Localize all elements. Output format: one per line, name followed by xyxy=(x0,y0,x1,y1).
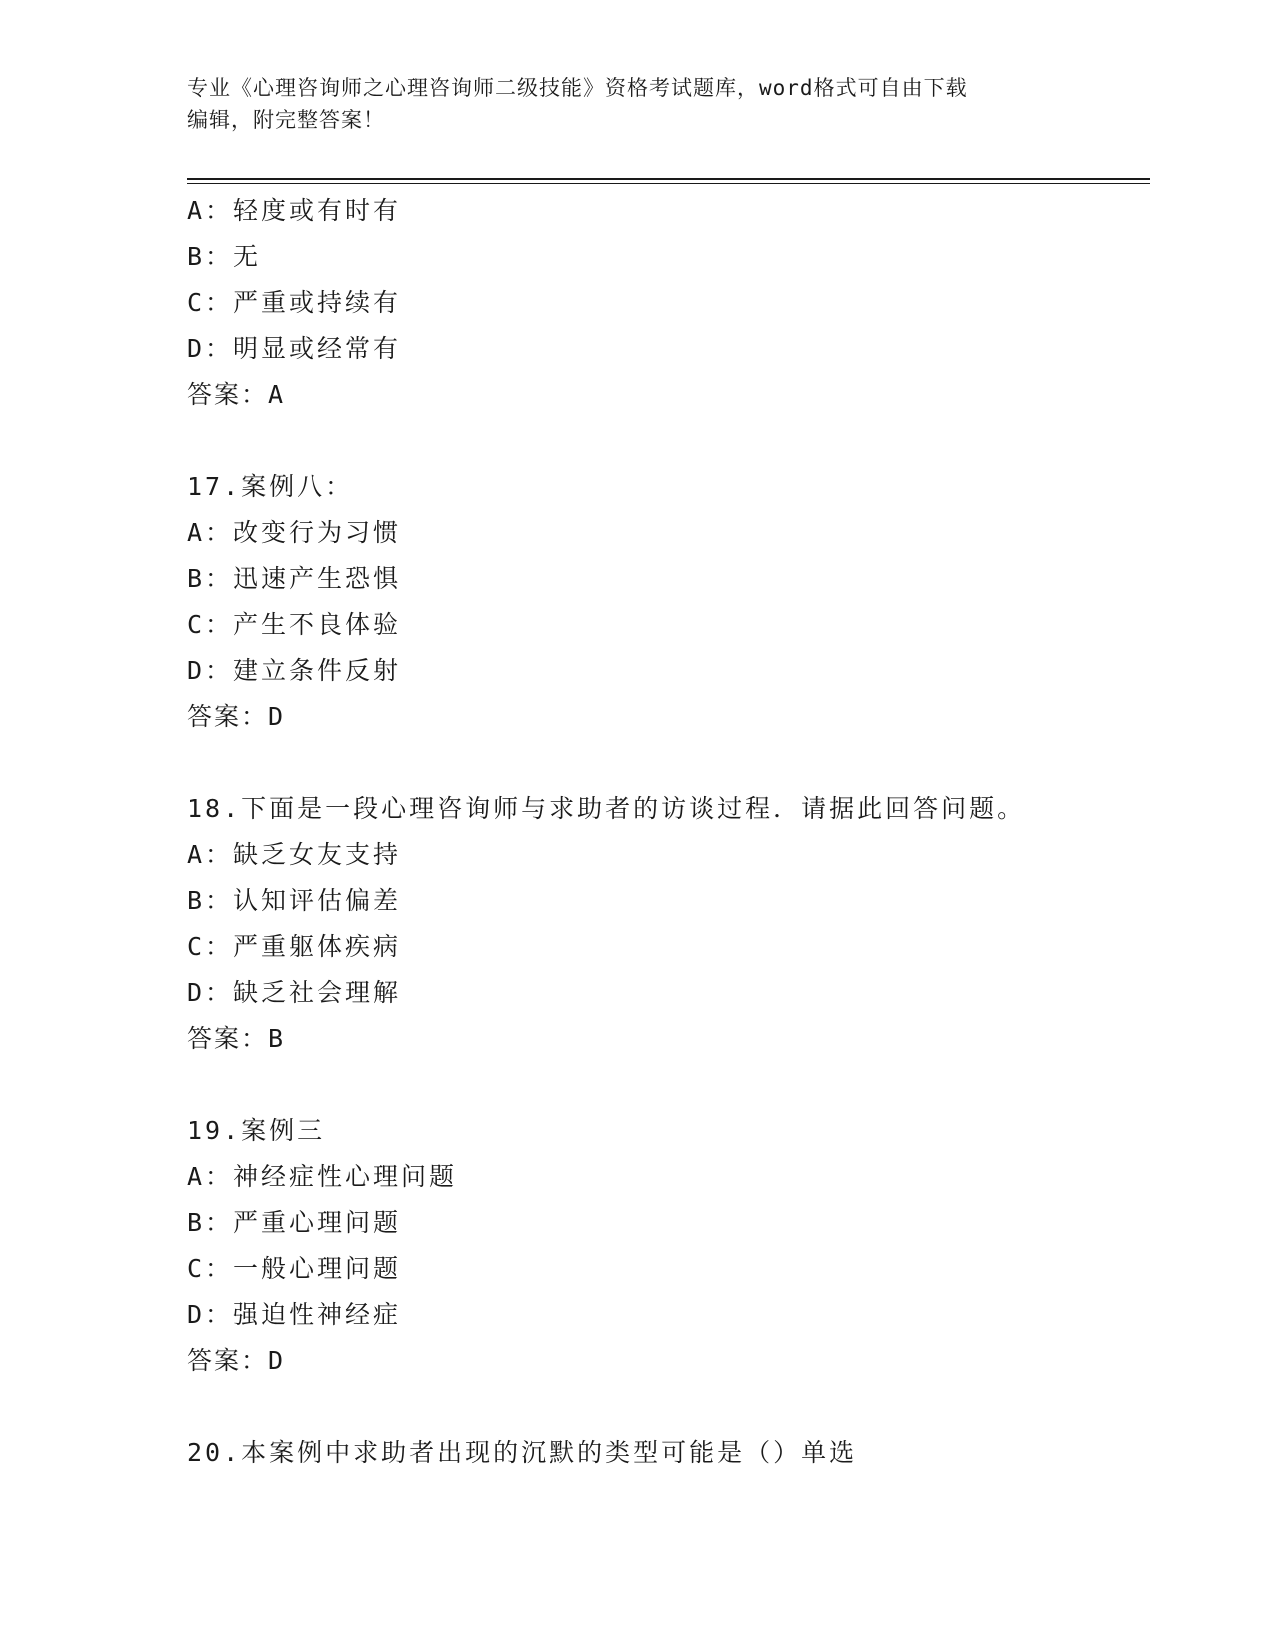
block-spacer xyxy=(187,418,1147,464)
option-a: A：改变行为习惯 xyxy=(187,518,402,547)
option-d: D：缺乏社会理解 xyxy=(187,978,402,1007)
answer-label: 答案： xyxy=(187,380,269,409)
header-line-1: 专业《心理咨询师之心理咨询师二级技能》资格考试题库，word格式可自由下载 xyxy=(187,76,968,100)
option-b: B：无 xyxy=(187,242,262,271)
answer-line xyxy=(187,1016,1147,1062)
question-block-17 xyxy=(187,464,1147,740)
header-line-2: 编辑，附完整答案！ xyxy=(187,108,385,132)
option-a: A：神经症性心理问题 xyxy=(187,1162,458,1191)
answer-label: 答案： xyxy=(187,1024,269,1053)
option-a: A：轻度或有时有 xyxy=(187,196,402,225)
question-block-19 xyxy=(187,1108,1147,1384)
answer-label: 答案： xyxy=(187,702,269,731)
block-spacer xyxy=(187,1384,1147,1430)
question-list xyxy=(187,188,1147,1476)
option-c: C：严重或持续有 xyxy=(187,288,402,317)
document-header xyxy=(187,72,1087,136)
question-block-16 xyxy=(187,188,1147,418)
option-b: B：认知评估偏差 xyxy=(187,886,402,915)
answer-line xyxy=(187,694,1147,740)
answer-line xyxy=(187,1338,1147,1384)
option-d: D：明显或经常有 xyxy=(187,334,402,363)
option-c: C：产生不良体验 xyxy=(187,610,402,639)
block-spacer xyxy=(187,1062,1147,1108)
question-title: 19.案例三 xyxy=(187,1116,326,1145)
header-divider-thick xyxy=(187,178,1150,180)
option-b: B：迅速产生恐惧 xyxy=(187,564,402,593)
answer-value: A xyxy=(268,380,286,409)
header-divider-thin xyxy=(187,183,1150,184)
question-block-20 xyxy=(187,1430,1147,1476)
option-d: D：建立条件反射 xyxy=(187,656,402,685)
answer-line xyxy=(187,372,1147,418)
block-spacer xyxy=(187,740,1147,786)
answer-label: 答案： xyxy=(187,1346,269,1375)
question-block-18 xyxy=(187,786,1147,1062)
question-title: 18.下面是一段心理咨询师与求助者的访谈过程．请据此回答问题。 xyxy=(187,794,1026,823)
question-title: 20.本案例中求助者出现的沉默的类型可能是（）单选 xyxy=(187,1438,858,1467)
option-d: D：强迫性神经症 xyxy=(187,1300,402,1329)
answer-value: D xyxy=(268,702,286,731)
option-b: B：严重心理问题 xyxy=(187,1208,402,1237)
option-c: C：一般心理问题 xyxy=(187,1254,402,1283)
option-c: C：严重躯体疾病 xyxy=(187,932,402,961)
answer-value: D xyxy=(268,1346,286,1375)
option-a: A：缺乏女友支持 xyxy=(187,840,402,869)
answer-value: B xyxy=(268,1024,286,1053)
question-title: 17.案例八： xyxy=(187,472,354,501)
